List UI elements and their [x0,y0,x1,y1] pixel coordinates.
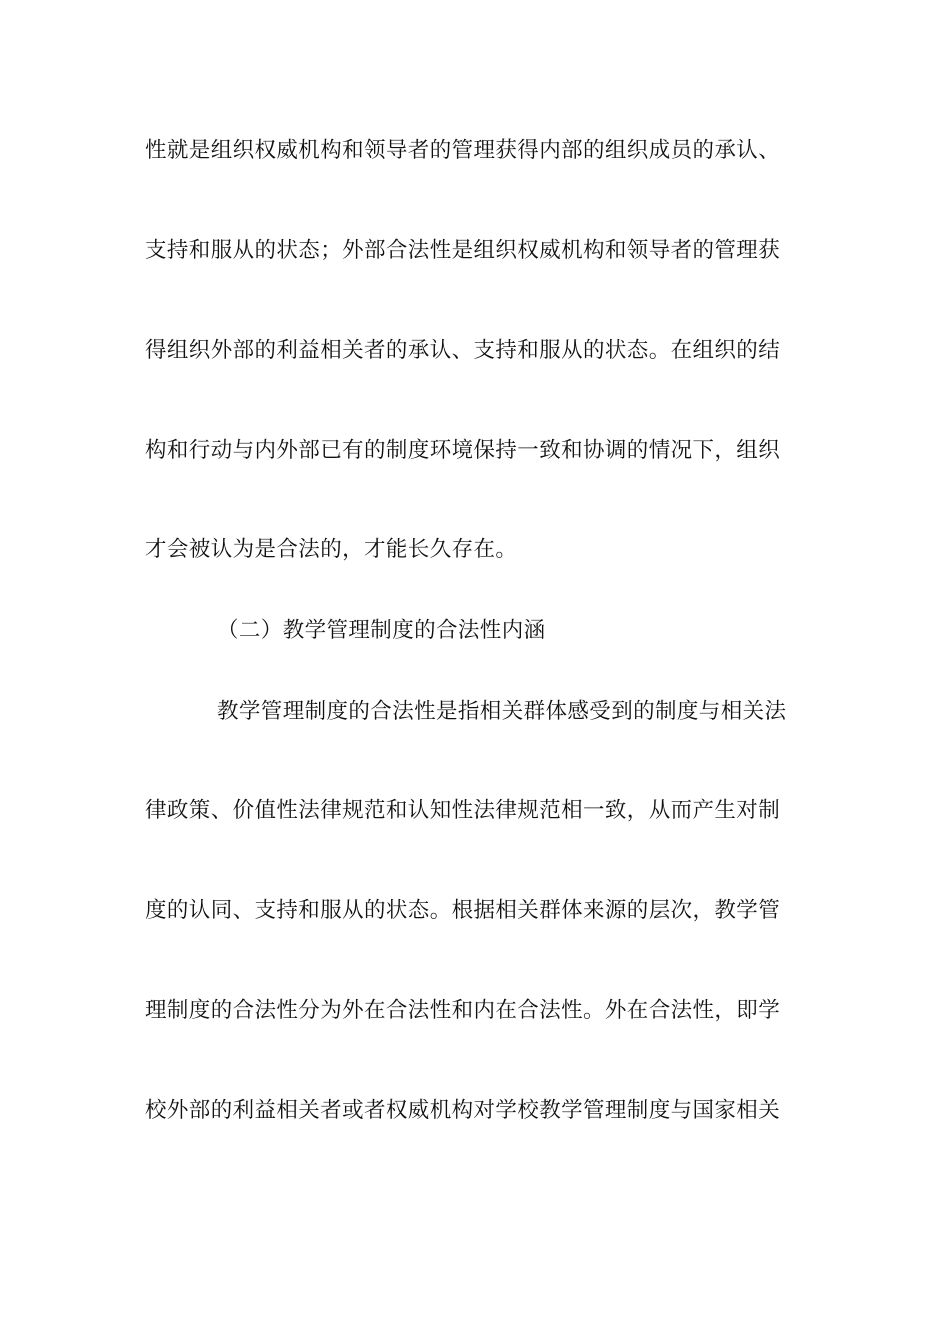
paragraph2-line-4: 理制度的合法性分为外在合法性和内在合法性。外在合法性，即学 [145,998,781,1023]
paragraph1-line-5: 才会被认为是合法的，才能长久存在。 [145,537,518,562]
paragraph1-line-2: 支持和服从的状态；外部合法性是组织权威机构和领导者的管理获 [145,238,781,263]
section-heading: （二）教学管理制度的合法性内涵 [217,618,546,643]
paragraph1-line-1: 性就是组织权威机构和领导者的管理获得内部的组织成员的承认、 [145,138,781,163]
paragraph1-line-4: 构和行动与内外部已有的制度环境保持一致和协调的情况下，组织 [145,438,781,463]
paragraph2-line-2: 律政策、价值性法律规范和认知性法律规范相一致，从而产生对制 [145,798,781,823]
paragraph2-line-1: 教学管理制度的合法性是指相关群体感受到的制度与相关法 [217,699,787,724]
paragraph1-line-3: 得组织外部的利益相关者的承认、支持和服从的状态。在组织的结 [145,338,781,363]
paragraph2-line-3: 度的认同、支持和服从的状态。根据相关群体来源的层次，教学管 [145,898,781,923]
paragraph2-line-5: 校外部的利益相关者或者权威机构对学校教学管理制度与国家相关 [145,1098,781,1123]
